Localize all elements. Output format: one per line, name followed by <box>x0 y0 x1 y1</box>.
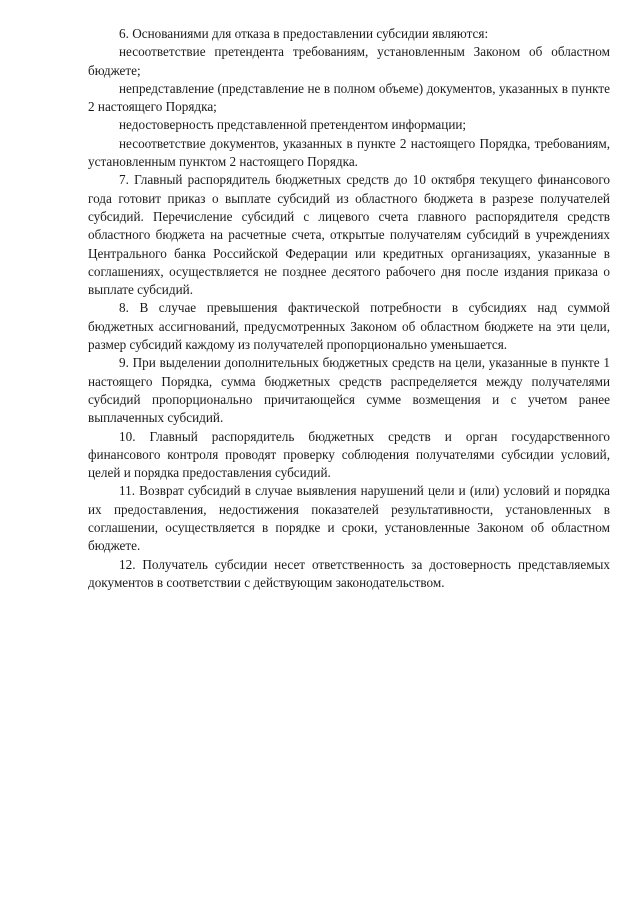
paragraph-8: 8. В случае превышения фактической потребности в субсидиях над суммой бюджетных ассигнований, предусмотренных Законом об областном бюджете на эти цели, размер субсидий каждому из получателей пропорционально уменьшается. <box>88 300 610 353</box>
document-body <box>88 25 610 592</box>
paragraph-6-heading: 6. Основаниями для отказа в предоставлении субсидии являются: <box>119 26 489 41</box>
paragraph-6-item-1: несоответствие претендента требованиям, установленным Законом об областном бюджете; <box>88 44 610 78</box>
paragraph-7: 7. Главный распорядитель бюджетных средств до 10 октября текущего финансового года готовит приказ о выплате субсидий из областного бюджета в разрезе получателей субсидий. Перечисление субсидий с лицевого счета главного распорядителя средств областного бюджета на расчетные счета, открытые получателям субсидий в учреждениях Центрального банка Российской Федерации или кредитных организациях, указанные в соглашениях, осуществляется не позднее десятого рабочего дня после издания приказа о выплате субсидий. <box>88 172 610 298</box>
paragraph-6-item-3: недостоверность представленной претендентом информации; <box>119 117 467 133</box>
paragraph-6-item-2: непредставление (представление не в полном объеме) документов, указанных в пункте 2 настоящего Порядка; <box>88 80 610 115</box>
paragraph-10: 10. Главный распорядитель бюджетных средств и орган государственного финансового контроля проводят проверку соблюдения получателями субсидии условий, целей и порядка предоставления субсидий. <box>88 428 610 481</box>
paragraph-11: 11. Возврат субсидий в случае выявления нарушений цели и (или) условий и порядка их предоставления, недостижения показателей результативности, установленных в соглашении, осуществляется в порядке и сроки, установленные Законом об областном бюджете. <box>88 483 610 554</box>
paragraph-6-item-4: несоответствие документов, указанных в пункте 2 настоящего Порядка, требованиям, установленным пунктом 2 настоящего Порядка. <box>88 135 610 170</box>
paragraph-9: 9. При выделении дополнительных бюджетных средств на цели, указанные в пункте 1 настоящего Порядка, сумма бюджетных средств распределяется между получателями субсидий пропорционально причитающейся сумме возмещения и с учетом ранее выплаченных субсидий. <box>88 355 610 426</box>
paragraph-12: 12. Получатель субсидии несет ответственность за достоверность представляемых документов в соответствии с действующим законодательством. <box>88 556 610 590</box>
